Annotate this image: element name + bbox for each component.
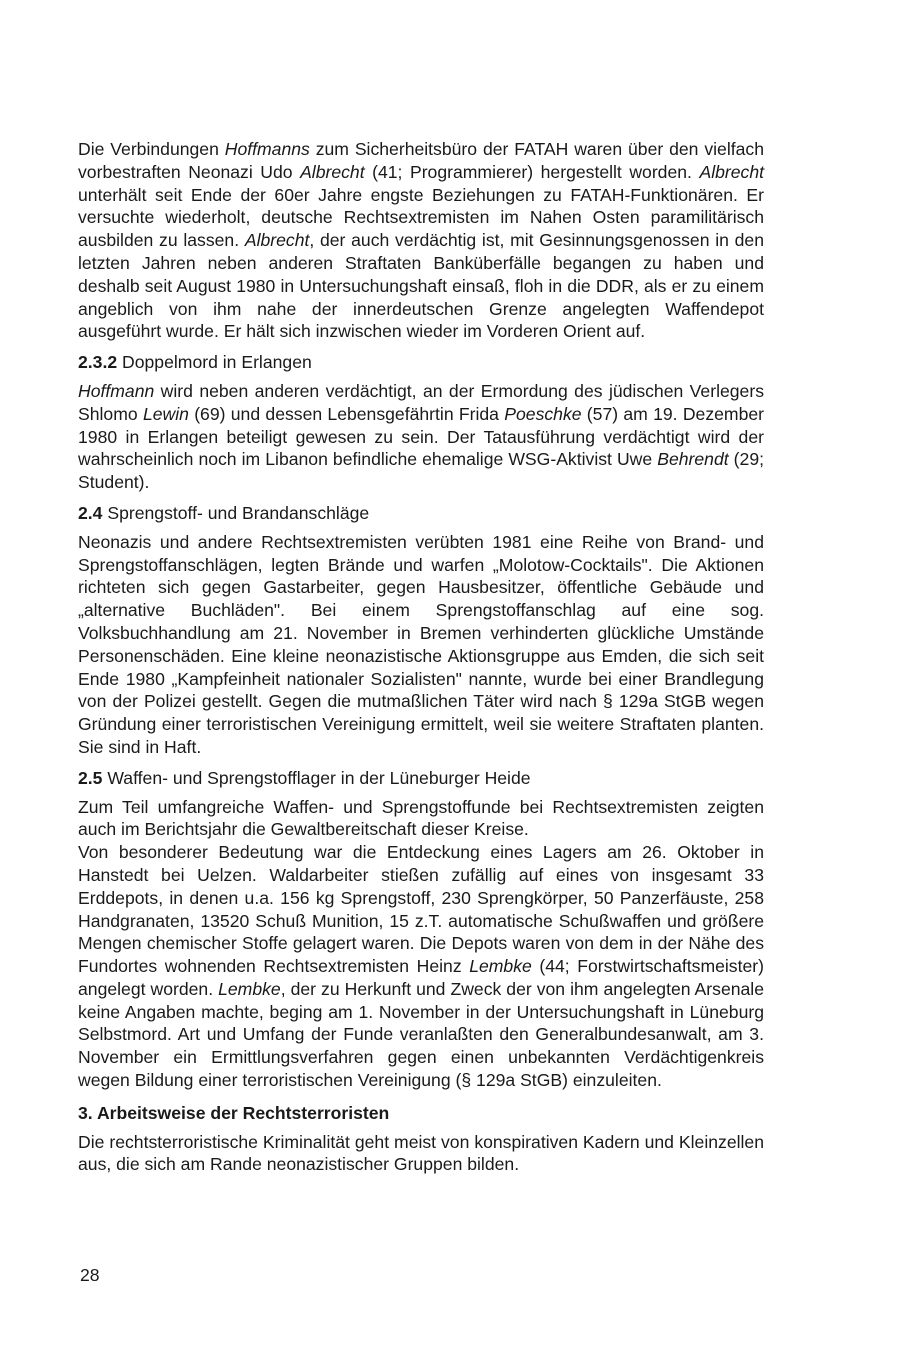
page-number: 28 bbox=[80, 1265, 100, 1285]
paragraph-fatah-connections: Die Verbindungen Hoffmanns zum Sicherheitsbüro der FATAH waren über den vielfach vorbestraften Neonazi Udo Albrecht (41; Programmierer) hergestellt worden. Albrecht unterhält seit Ende der 60er Jahre engste Beziehungen zu FATAH-Funktionären. Er versuchte wiederholt, deutsche Rechtsextremisten im Nahen Osten paramilitärisch ausbilden zu lassen. Albrecht, der auch verdächtig ist, mit Gesinnungsgenossen in den letzten Jahren neben anderen Straftaten Banküberfälle begangen zu haben und deshalb seit August 1980 in Untersuchungshaft einsaß, floh in die DDR, als er zu einem angeblich von ihm nahe der innerdeutschen Grenze angelegten Waffendepot ausgeführt wurde. Er hält sich inzwischen wieder im Vorderen Orient auf. bbox=[78, 139, 764, 342]
paragraph-modus-operandi: Die rechtsterroristische Kriminalität geht meist von konspirativen Kadern und Kleinzellen aus, die sich am Rande neonazistischer Gruppen bilden. bbox=[78, 1131, 764, 1175]
heading-2-5: 2.5 Waffen- und Sprengstofflager in der Lüneburger Heide bbox=[78, 767, 531, 788]
heading-2-3-2: 2.3.2 Doppelmord in Erlangen bbox=[78, 352, 312, 373]
paragraph-weapons-depot: Von besonderer Bedeutung war die Entdeckung eines Lagers am 26. Oktober in Hanstedt bei Uelzen. Waldarbeiter stießen zufällig auf eines von insgesamt 33 Erddepots, in denen u.a. 156 kg Sprengstoff, 230 Sprengkörper, 50 Panzerfäuste, 258 Handgranaten, 13520 Schuß Munition, 15 z.T. automatische Schußwaffen und größere Mengen chemischer Stoffe gelagert waren. Die Depots waren von dem in der Nähe des Fundortes wohnenden Rechtsextremisten Heinz Lembke (44; Forstwirtschaftsmeister) angelegt worden. Lembke, der zu Herkunft und Zweck der von ihm angelegten Arsenale keine Angaben machte, beging am 1. November in der Untersuchungshaft in Lüneburg Selbstmord. Art und Umfang der Funde veranlaßten den Generalbundesanwalt, am 3. November ein Ermittlungsverfahren gegen einen unbekannten Verdächtigenkreis wegen Bildung einer terroristischen Vereinigung (§ 129a StGB) einzuleiten. bbox=[78, 842, 764, 1091]
document-page bbox=[78, 138, 764, 1176]
heading-2-4: 2.4 Sprengstoff- und Brandanschläge bbox=[78, 502, 370, 523]
paragraph-weapons-intro: Zum Teil umfangreiche Waffen- und Sprengstoffunde bei Rechtsextremisten zeigten auch im Berichtsjahr die Gewaltbereitschaft dieser Kreise. bbox=[78, 796, 764, 840]
heading-3: 3. Arbeitsweise der Rechtsterroristen bbox=[78, 1102, 390, 1123]
paragraph-attacks: Neonazis und andere Rechtsextremisten verübten 1981 eine Reihe von Brand- und Sprengstoffanschlägen, legten Brände und warfen „Molotow-Cocktails". Die Aktionen richteten sich gegen Gastarbeiter, gegen Hausbesitzer, öffentliche Gebäude und „alternative Buchläden". Bei einem Sprengstoffanschlag auf eine sog. Volksbuchhandlung am 21. November in Bremen verhinderten glückliche Umstände Personenschäden. Eine kleine neonazistische Aktionsgruppe aus Emden, die sich seit Ende 1980 „Kampfeinheit nationaler Sozialisten" nannte, wurde bei einer Brandlegung von der Polizei gestellt. Gegen die mutmaßlichen Täter wird nach § 129a StGB wegen Gründung einer terroristischen Vereinigung ermittelt, weil sie weitere Straftaten planten. Sie sind in Haft. bbox=[78, 531, 764, 757]
paragraph-double-murder: Hoffmann wird neben anderen verdächtigt, an der Ermordung des jüdischen Verlegers Shlomo Lewin (69) und dessen Lebensgefährtin Frida Poeschke (57) am 19. Dezember 1980 in Erlangen beteiligt gewesen zu sein. Der Tatausführung verdächtigt wird der wahrscheinlich noch im Libanon befindliche ehemalige WSG-Aktivist Uwe Behrendt (29; Student). bbox=[78, 380, 764, 493]
